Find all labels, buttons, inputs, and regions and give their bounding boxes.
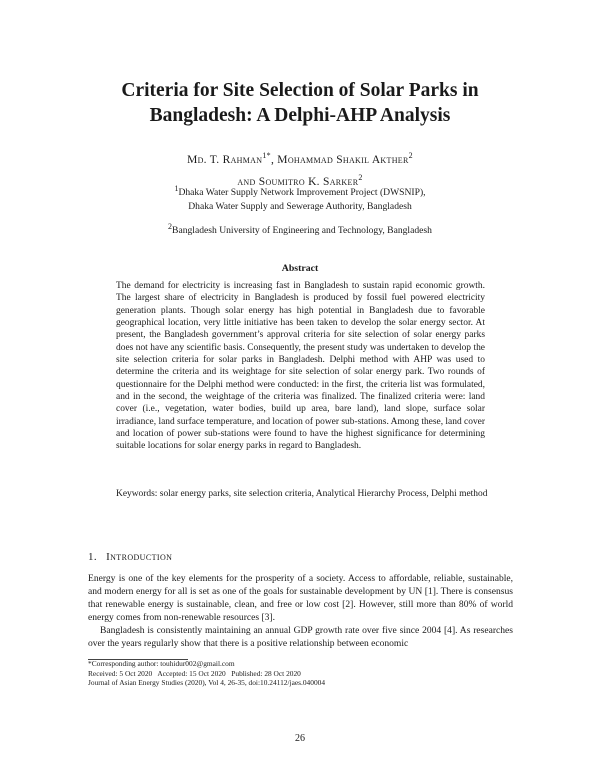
footnotes bbox=[88, 659, 513, 688]
intro-paragraph-1: Energy is one of the key elements for the prosperity of a society. Access to affordable, reliable, sustainable, and modern energy for all is set as one of the goals for sustainable development by UN [1]. There is consensus that renewable energy is sustainable, clean, and free or low cost [2]. However, still more than 80% of world energy comes from non-renewable resources [3]. bbox=[88, 573, 513, 623]
section-heading-introduction bbox=[88, 551, 172, 563]
affiliation-1 bbox=[80, 182, 520, 213]
author-separator: , bbox=[270, 153, 278, 166]
introduction-text bbox=[88, 573, 513, 650]
author-3-marks: 2 bbox=[358, 172, 363, 182]
paper-title bbox=[60, 78, 540, 128]
author-line-1 bbox=[60, 147, 540, 169]
footnote-journal: Journal of Asian Energy Studies (2020), Vol 4, 26-35, doi:10.24112/jaes.040004 bbox=[88, 678, 326, 688]
affiliation-1-line-2: Dhaka Water Supply and Sewerage Authority, Bangladesh bbox=[188, 200, 412, 212]
section-title: Introduction bbox=[106, 551, 173, 563]
affiliation-2 bbox=[80, 220, 520, 238]
author-conjunction: and bbox=[237, 175, 259, 188]
intro-paragraph-2: Bangladesh is consistently maintaining an annual GDP growth rate over five since 2004 [4]. As researches over the years regularly show that there is a positive relationship between economic bbox=[88, 624, 513, 649]
author-2-marks: 2 bbox=[408, 151, 413, 160]
author-3: Soumitro K. Sarker bbox=[258, 175, 359, 188]
abstract-body: The demand for electricity is increasing fast in Bangladesh to sustain rapid economic growth. The largest share of electricity in Bangladesh is produced by fossil fuel powered electricity generation plants. Though solar energy has high potential in Bangladesh due to favorable geographical location, very little initiative has been taken to develop the solar energy sector. At present, the Bangladesh government’s approval criteria for site selection of solar energy parks does not have any scientific basis. Consequently, the present study was undertaken to develop the site selection criteria for solar parks in Bangladesh. Delphi method with AHP was used to determine the criteria and its weightage for site selection of solar energy park. Two rounds of questionnaire for the Delphi method were conducted: in the first, the criteria list was formulated, and in the second, the weightage of the criteria was finalized. The finalized criteria were: land cover (i.e., vegetation, water bodies, build up area, bare land), land slope, surface solar irradiance, land surface temperature, and location of power sub-stations. Among these, land cover and location of power sub-stations were found to have the highest significance for determining suitable locations for solar energy parks in regard to Bangladesh. bbox=[116, 281, 485, 452]
author-1-marks: 1* bbox=[262, 151, 271, 160]
affiliation-2-line-1: Bangladesh University of Engineering and Technology, Bangladesh bbox=[172, 225, 432, 237]
author-1: Md. T. Rahman bbox=[187, 153, 263, 166]
section-number: 1. bbox=[88, 551, 98, 563]
author-2: Mohammad Shakil Akther bbox=[277, 153, 409, 166]
keywords: Keywords: solar energy parks, site selection criteria, Analytical Hierarchy Process, Delphi method bbox=[116, 489, 488, 499]
footnote-dates: Received: 5 Oct 2020 Accepted: 15 Oct 2020 Published: 28 Oct 2020 bbox=[88, 668, 301, 678]
abstract-heading: Abstract bbox=[281, 263, 319, 274]
footnote-corresponding-author: *Corresponding author: touhidur002@gmail.com bbox=[88, 659, 235, 668]
affiliation-1-mark: 1 bbox=[174, 184, 179, 193]
title-line-1: Criteria for Site Selection of Solar Parks in bbox=[121, 80, 479, 101]
page-number: 26 bbox=[295, 733, 305, 744]
title-line-2: Bangladesh: A Delphi-AHP Analysis bbox=[149, 105, 451, 126]
affiliation-2-mark: 2 bbox=[168, 222, 173, 231]
affiliation-1-line-1: Dhaka Water Supply Network Improvement Project (DWSNIP), bbox=[178, 187, 426, 199]
